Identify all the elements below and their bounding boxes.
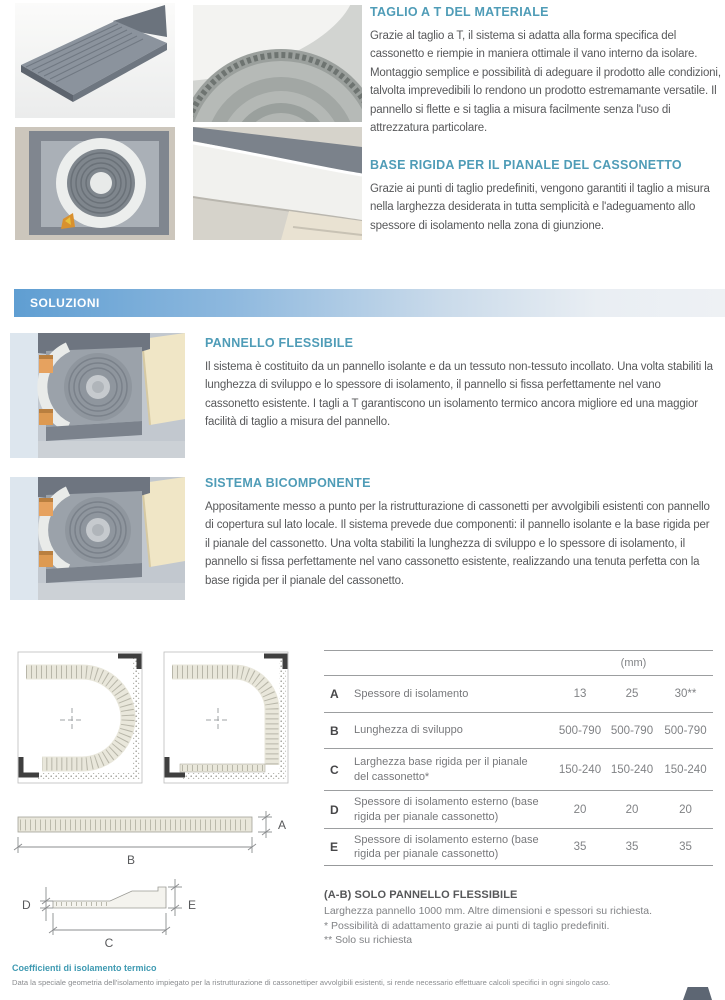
section-body: Appositamente messo a punto per la ristrutturazione di cassonetti per avvolgibili esistenti con pannello di copertura sul lato locale. Il sistema prevede due componenti: il pannello isolante e la base rigida per il pianale del cassonetto. Una volta stabiliti la lunghezza di sviluppo e lo spessore di isolamento, il pannello si fissa perfettamente nel vano cassonetto esistente, realizzando una tenuta perfetta con la base rigida per il pianale del cassonetto. bbox=[205, 501, 710, 587]
row-value: 35 bbox=[625, 841, 639, 853]
row-label: Lunghezza di sviluppo bbox=[354, 724, 463, 737]
drawing-flat-panel bbox=[14, 811, 286, 867]
notes-heading: (A-B) SOLO PANNELLO FLESSIBILE bbox=[324, 889, 518, 901]
photo-roller-box-wrapped-roll bbox=[15, 127, 175, 240]
row-value: 20 bbox=[625, 803, 639, 816]
dimension-label-e: E bbox=[188, 898, 197, 912]
section-title: TAGLIO A T DEL MATERIALE bbox=[370, 5, 549, 19]
section-taglio-a-t bbox=[370, 5, 722, 137]
section-title: PANNELLO FLESSIBILE bbox=[205, 336, 354, 350]
row-letter: B bbox=[330, 723, 339, 738]
dimension-label-b: B bbox=[126, 853, 136, 867]
row-value: 20 bbox=[573, 803, 587, 816]
photo-curved-panel-arch bbox=[193, 5, 362, 122]
dimension-label-d: D bbox=[22, 898, 31, 912]
row-letter: A bbox=[330, 687, 339, 701]
render-pannello-flessibile bbox=[10, 333, 185, 458]
section-body: Il sistema è costituito da un pannello isolante e da un tessuto non-tessuto incollato. Una volta stabiliti la lunghezza di sviluppo e lo spessore di isolamento, il pannello si fissa perfettamente nel vano cassonetto esistente. I tagli a T garantiscono un isolamento termico ancora migliore ed una maggior facilità di taglio a misura del pannello. bbox=[205, 361, 713, 429]
section-base-rigida bbox=[370, 158, 722, 235]
row-value: 150-240 bbox=[664, 763, 707, 776]
note-line: ** Solo su richiesta bbox=[324, 934, 413, 946]
section-title: SISTEMA BICOMPONENTE bbox=[205, 476, 371, 490]
row-value: 20 bbox=[679, 803, 692, 816]
section-body: Grazie al taglio a T, il sistema si adatta alla forma specifica del cassonetto e riempie in maniera ottimale il vano interno da isolare. Montaggio semplice e possibilità di adeguare il prodotto alle condizioni, talvolta imprevedibili lo rendono un prodotto estremamante versatile. Il pannello si flette e si taglia a misura facilmente senza l'uso di attrezzatura particolare. bbox=[370, 30, 721, 135]
drawing-rigid-base-profile bbox=[22, 879, 196, 950]
row-value: 500-790 bbox=[558, 724, 602, 737]
section-title: BASE RIGIDA PER IL PIANALE DEL CASSONETTO bbox=[370, 158, 682, 172]
table-row bbox=[324, 748, 713, 790]
drawing-cross-section-square bbox=[164, 652, 288, 783]
table-row bbox=[324, 712, 713, 748]
table-notes bbox=[324, 889, 716, 948]
row-label: Spessore di isolamento esterno (base rigida per pianale cassonetto) bbox=[354, 833, 539, 860]
row-value: 25 bbox=[625, 688, 639, 700]
photo-flexible-panel-closeup bbox=[193, 127, 362, 240]
dimension-label-a: A bbox=[278, 818, 287, 832]
row-value: 35 bbox=[573, 841, 587, 853]
row-value: 35 bbox=[679, 841, 692, 853]
note-line: * Possibilità di adattamento grazie ai punti di taglio predefiniti. bbox=[324, 919, 610, 932]
footer-body: Data la speciale geometria dell'isolamento impiegato per la ristrutturazione di cassonettiper avvolgibili esistenti, si rende necessario effettuare calcoli specifici in ogni singolo caso. bbox=[12, 978, 611, 987]
section-sistema-bicomponente bbox=[205, 476, 717, 590]
dimension-label-c: C bbox=[104, 936, 114, 950]
page-corner-marker bbox=[683, 987, 712, 1000]
row-value: 500-790 bbox=[610, 724, 654, 737]
section-pannello-flessibile bbox=[205, 336, 717, 432]
row-value: 30** bbox=[674, 688, 697, 700]
photo-flat-panel-with-t-cuts bbox=[15, 3, 175, 118]
table-row bbox=[324, 790, 713, 828]
section-body: Grazie ai punti di taglio predefiniti, vengono garantiti il taglio a misura nella larghezza desiderata in tutta semplicità e l'adeguamento allo spessore di isolamento nella zona di giunzione. bbox=[370, 183, 710, 232]
render-sistema-bicomponente bbox=[10, 477, 185, 600]
dimensions-table bbox=[324, 650, 713, 866]
row-label: Spessore di isolamento esterno (base rigida per pianale cassonetto) bbox=[354, 796, 539, 823]
footer-heading: Coefficienti di isolamento termico bbox=[12, 963, 157, 973]
note-line: Larghezza pannello 1000 mm. Altre dimensioni e spessori su richiesta. bbox=[324, 905, 653, 917]
table-header-row bbox=[324, 650, 713, 675]
row-label: Larghezza base rigida per il pianale del cassonetto* bbox=[354, 756, 528, 783]
drawing-cross-section-curved bbox=[18, 652, 142, 783]
row-letter: E bbox=[330, 840, 339, 854]
row-letter: C bbox=[330, 762, 339, 777]
row-label: Spessore di isolamento bbox=[354, 687, 469, 700]
row-value: 150-240 bbox=[558, 763, 602, 776]
table-row bbox=[324, 828, 713, 865]
technical-drawings bbox=[10, 645, 315, 965]
unit-header: (mm) bbox=[620, 657, 647, 669]
row-value: 150-240 bbox=[610, 763, 654, 776]
soluzioni-section-header: SOLUZIONI bbox=[14, 289, 725, 317]
table-row bbox=[324, 675, 713, 712]
row-letter: D bbox=[330, 802, 339, 817]
row-value: 500-790 bbox=[664, 724, 707, 737]
row-value: 13 bbox=[573, 688, 587, 700]
